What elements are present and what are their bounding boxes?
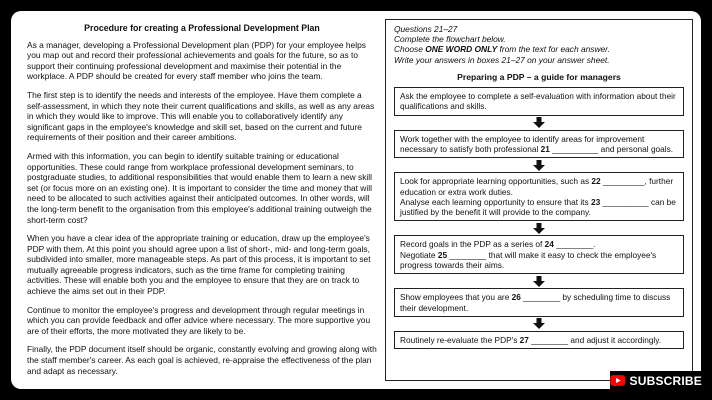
questions-panel bbox=[385, 19, 693, 381]
flowchart-step-2: Work together with the employee to identify areas for improvement necessary to satisfy both professional 21 __________ and personal goals. bbox=[394, 130, 684, 159]
subscribe-label: SUBSCRIBE bbox=[629, 373, 702, 388]
passage-title: Procedure for creating a Professional Development Plan bbox=[84, 23, 320, 33]
worksheet-page bbox=[11, 11, 701, 389]
down-arrow-icon bbox=[394, 158, 684, 172]
down-arrow-icon bbox=[394, 221, 684, 235]
flowchart-step-1: Ask the employee to complete a self-evaluation with information about their qualifications and skills. bbox=[394, 87, 684, 116]
down-arrow-icon bbox=[394, 274, 684, 288]
subscribe-button[interactable] bbox=[610, 371, 702, 390]
down-arrow-icon bbox=[394, 317, 684, 331]
flowchart-step-6: Routinely re-evaluate the PDP's 27 ________ and adjust it accordingly. bbox=[394, 331, 684, 349]
passage-paragraph: Finally, the PDP document itself should be organic, constantly evolving and growing along with the staff member's career. As each goal is achieved, re-appraise the effectiveness of the plan and adapt as necessary. bbox=[27, 344, 377, 376]
passage-paragraph: When you have a clear idea of the appropriate training or education, draw up the employee's PDP with them. At this point you should agree upon a list of short-, mid- and long-term goals, subdivided into smaller, more manageable steps. As part of this process, it is important to set mutually agreeable progress indicators, such as the time frame for completing training activities. These will enable both you and the employee to ensure that they are on track to achieve the aims set out in their PDP. bbox=[27, 233, 371, 297]
flowchart-step-3: Look for appropriate learning opportunities, such as 22 _________, further education or extra work duties. Analyse each learning opportunity to ensure that its 23 __________ can be justified by the benefit it will provide to the company. bbox=[394, 172, 684, 221]
flowchart-step-4: Record goals in the PDP as a series of 24 ________. Negotiate 25 ________ that will make it easy to check the employee's progress towards their aims. bbox=[394, 235, 684, 274]
passage-paragraph: The first step is to identify the needs and interests of the employee. Have them complete a self-assessment, in which they note their current qualifications and skills, as well as any areas in which they would like to improve. This will enable you to collaboratively identify any significant gaps in the employee's knowledge and skill set, based on the current and future requirements of their position and their career ambitions. bbox=[27, 89, 375, 143]
passage-paragraph: As a manager, developing a Professional Development plan (PDP) for your employee helps you map out and record their professional achievements and goals for the future, so as to support their continuing professional development and maximise their potential in the workplace. A PDP should be created for every staff member who joins the team. bbox=[27, 39, 366, 82]
reading-passage bbox=[27, 23, 377, 384]
flowchart-step-5: Show employees that you are 26 ________ by scheduling time to discuss their development. bbox=[394, 288, 684, 317]
instruction-line: Write your answers in boxes 21–27 on your answer sheet. bbox=[394, 54, 610, 65]
flowchart-title: Preparing a PDP – a guide for managers bbox=[457, 71, 621, 82]
youtube-play-icon bbox=[610, 371, 626, 390]
instruction-line: Choose ONE WORD ONLY from the text for each answer. bbox=[394, 44, 610, 55]
down-arrow-icon bbox=[394, 116, 684, 130]
passage-paragraph: Continue to monitor the employee's progress and development through regular meetings in which you can provide feedback and offer advice where necessary. The more supportive you are of their efforts, the more motivated they are likely to be. bbox=[27, 304, 371, 336]
passage-paragraph: Armed with this information, you can begin to identify suitable training or educational opportunities. These could range from workplace professional development seminars, to postgraduate studies, to additional responsibilities that would enable them to learn a new skill set (or focus more on an existing one). It is important to consider the time and money that will need to be allocated to such activities against their anticipated outcomes. In other words, will the long-term benefit to the organisation from this employee's additional training outweigh the short-term cost? bbox=[27, 150, 372, 225]
instruction-line: Complete the flowchart below. bbox=[394, 34, 506, 45]
question-range: Questions 21–27 bbox=[394, 24, 458, 34]
